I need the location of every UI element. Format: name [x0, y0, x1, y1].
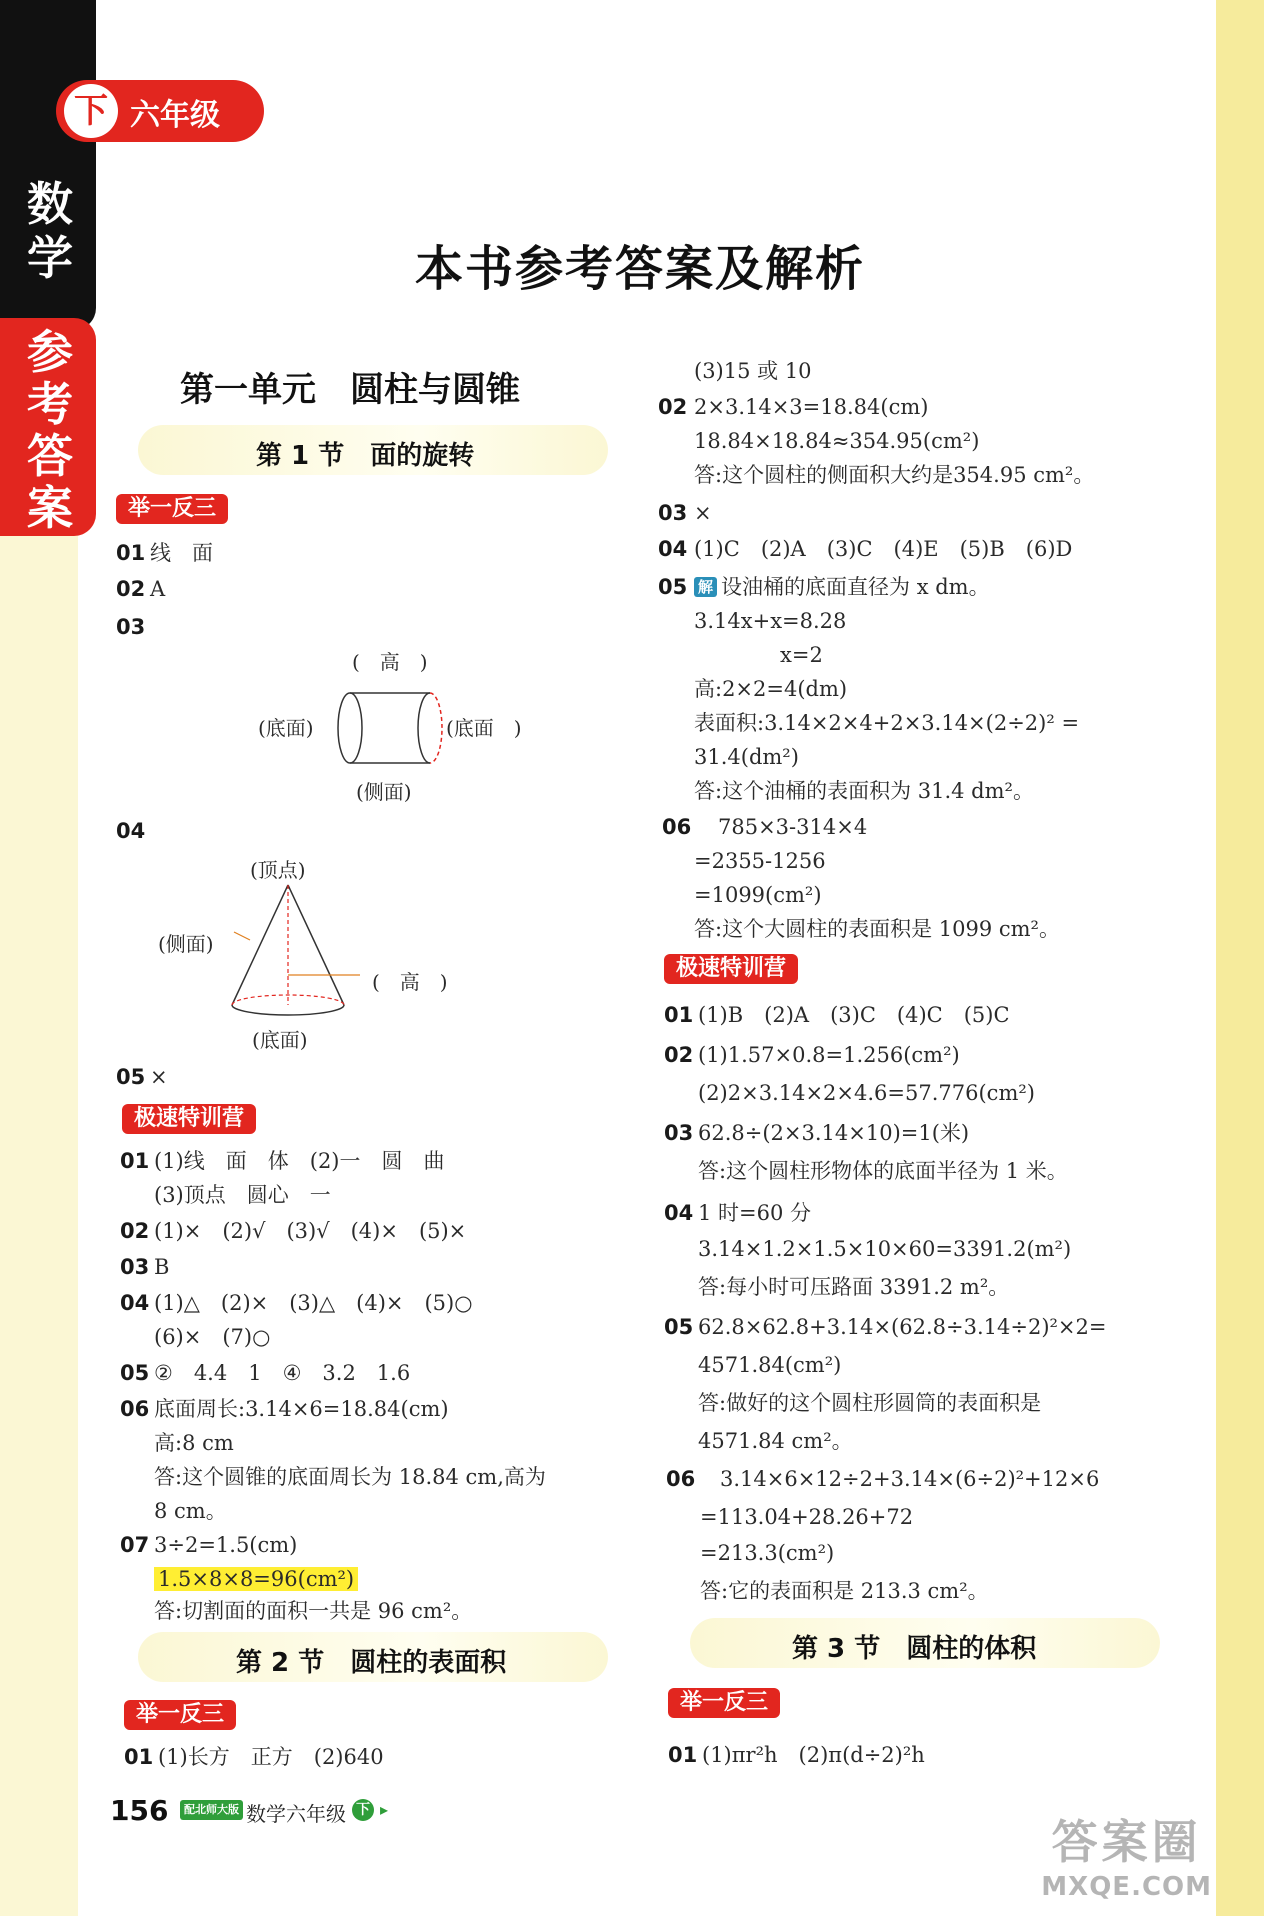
cylinder-label-base-right: (底面 ): [446, 716, 522, 740]
question-number: 02: [658, 395, 688, 419]
answer-text: 4571.84(cm²): [698, 1353, 842, 1377]
question-number: 07: [120, 1533, 150, 1557]
edition-badge: 配北师大版: [180, 1800, 243, 1820]
grade-label: 六年级: [130, 98, 220, 133]
answer-text: (1)× (2)√ (3)√ (4)× (5)×: [154, 1219, 467, 1243]
question-number: 01: [120, 1149, 150, 1173]
cylinder-diagram: [330, 678, 450, 778]
question-number: 06: [120, 1397, 150, 1421]
cone-base-front: [232, 1005, 344, 1015]
cone-label-side: (侧面): [158, 932, 214, 956]
page-number: 156: [110, 1794, 169, 1827]
answer-text: 答:这个圆柱的侧面积大约是354.95 cm²。: [694, 463, 1095, 487]
answer-text: =2355-1256: [694, 849, 826, 873]
answer-text: 1 时=60 分: [698, 1201, 812, 1225]
question-number: 01: [664, 1003, 694, 1027]
answer-text: 8 cm。: [154, 1499, 227, 1523]
answer-text: 底面周长:3.14×6=18.84(cm): [154, 1397, 449, 1421]
answer-text: 答:这个油桶的表面积为 31.4 dm²。: [694, 779, 1034, 803]
highlight-text: 1.5×8×8=96(cm²): [154, 1567, 358, 1591]
answer-text: (2)2×3.14×2×4.6=57.776(cm²): [698, 1081, 1035, 1105]
answer-text: (6)× (7)○: [154, 1325, 271, 1349]
answer-text: 答:它的表面积是 213.3 cm²。: [700, 1579, 989, 1603]
question-number: 05: [116, 1065, 146, 1089]
cylinder-label-height: ( 高 ): [352, 650, 428, 674]
answer-text: ×: [694, 501, 712, 525]
grade-volume-badge: 下: [64, 84, 118, 138]
question-number: 01: [668, 1743, 698, 1767]
page-edge-strip: [1216, 0, 1264, 1916]
answer-text: ×: [150, 1065, 168, 1089]
question-number: 03: [664, 1121, 694, 1145]
answer-text: 表面积:3.14×2×4+2×3.14×(2÷2)² =: [694, 711, 1080, 735]
section-title: 第 2 节 圆柱的表面积: [236, 1648, 507, 1678]
answer-text: 3.14×1.2×1.5×10×60=3391.2(m²): [698, 1237, 1072, 1261]
answer-text: 答:做好的这个圆柱形圆筒的表面积是: [698, 1391, 1042, 1415]
section-tag: 举一反三: [668, 1688, 780, 1718]
volume-badge: 下: [352, 1799, 374, 1821]
answer-text: 785×3-314×4: [718, 815, 868, 839]
watermark: [1041, 1806, 1212, 1902]
answer-text: [694, 574, 990, 600]
answer-text: 设油桶的底面直径为 x dm。: [721, 575, 990, 599]
book-name: 数学六年级: [246, 1802, 346, 1826]
answer-text: 4571.84 cm²。: [698, 1429, 853, 1453]
question-number: 03: [116, 615, 146, 639]
answer-text: 答:切割面的面积一共是 96 cm²。: [154, 1599, 473, 1623]
unit-title: 第一单元 圆柱与圆锥: [180, 370, 520, 410]
section-title: 第 1 节 面的旋转: [256, 441, 475, 471]
cylinder-label-base-left: (底面): [258, 716, 314, 740]
answer-text: 高:8 cm: [154, 1431, 234, 1455]
cone-side-pointer: [234, 932, 250, 940]
cylinder-right-base-hidden: [430, 693, 442, 763]
question-number: 02: [116, 577, 146, 601]
subject-char-1: 数: [27, 177, 73, 231]
question-number: 01: [116, 541, 146, 565]
question-number: 04: [116, 819, 146, 843]
question-number: 04: [664, 1201, 694, 1225]
section-tag: 极速特训营: [122, 1104, 256, 1134]
answer-char-2: 考: [27, 377, 73, 431]
cylinder-right-base: [418, 693, 430, 763]
answer-text: 答:这个大圆柱的表面积是 1099 cm²。: [694, 917, 1060, 941]
answer-text: (1)长方 正方 (2)640: [158, 1745, 384, 1769]
watermark-logo: 答案圈: [1051, 1815, 1202, 1869]
solution-badge: 解: [694, 577, 717, 597]
question-number: 03: [658, 501, 688, 525]
cone-right-edge: [288, 885, 344, 1005]
page-title: 本书参考答案及解析: [414, 241, 865, 297]
answer-text: (1)1.57×0.8=1.256(cm²): [698, 1043, 960, 1067]
section-tag: 举一反三: [116, 494, 228, 524]
answer-text: 答:这个圆锥的底面周长为 18.84 cm,高为: [154, 1465, 546, 1489]
answer-char-1: 参: [27, 325, 73, 379]
question-number: 03: [120, 1255, 150, 1279]
answer-text: B: [154, 1255, 170, 1279]
answer-text: 答:每小时可压路面 3391.2 m²。: [698, 1275, 1010, 1299]
question-number: 04: [120, 1291, 150, 1315]
cylinder-label-side: (侧面): [356, 780, 412, 804]
answer-text: 3÷2=1.5(cm): [154, 1533, 298, 1557]
section-title: 第 3 节 圆柱的体积: [792, 1634, 1037, 1664]
answer-text: (1)线 面 体 (2)一 圆 曲: [154, 1149, 445, 1173]
answer-text: A: [150, 577, 166, 601]
arrow-icon: ▸: [380, 1800, 389, 1819]
answer-text: 62.8×62.8+3.14×(62.8÷3.14÷2)²×2=: [698, 1315, 1107, 1339]
question-number: 05: [658, 575, 688, 599]
answer-text: 31.4(dm²): [694, 745, 799, 769]
answer-text: 62.8÷(2×3.14×10)=1(米): [698, 1121, 970, 1145]
cone-diagram: [220, 880, 380, 1020]
question-number: 06: [666, 1467, 696, 1491]
answer-text: 高:2×2=4(dm): [694, 677, 848, 701]
question-number: 06: [662, 815, 692, 839]
answer-text: (1)C (2)A (3)C (4)E (5)B (6)D: [694, 537, 1073, 561]
answer-char-3: 答: [27, 429, 73, 483]
answer-text: (3)顶点 圆心 一: [154, 1183, 331, 1207]
answer-text: ② 4.4 1 ④ 3.2 1.6: [154, 1361, 411, 1385]
answer-text: =113.04+28.26+72: [700, 1505, 914, 1529]
cone-label-height: ( 高 ): [372, 970, 448, 994]
cone-label-vertex: (顶点): [250, 858, 306, 882]
answer-text: =1099(cm²): [694, 883, 822, 907]
answer-text: 3.14x+x=8.28: [694, 609, 847, 633]
answer-text: 答:这个圆柱形物体的底面半径为 1 米。: [698, 1159, 1068, 1183]
section-tag: 举一反三: [124, 1700, 236, 1730]
answer-text: x=2: [780, 643, 823, 667]
answer-text: 线 面: [150, 541, 213, 565]
question-number: 01: [124, 1745, 154, 1769]
answer-text: (1)B (2)A (3)C (4)C (5)C: [698, 1003, 1010, 1027]
subject-char-2: 学: [27, 231, 73, 285]
question-number: 02: [120, 1219, 150, 1243]
cone-label-base: (底面): [252, 1028, 308, 1052]
answer-text: 2×3.14×3=18.84(cm): [694, 395, 929, 419]
question-number: 04: [658, 537, 688, 561]
answer-text: (3)15 或 10: [694, 359, 812, 383]
cylinder-left-base: [338, 693, 362, 763]
watermark-url: MXQE.COM: [1041, 1872, 1212, 1902]
highlighted-line: [154, 1566, 358, 1592]
question-number: 02: [664, 1043, 694, 1067]
answer-text: 3.14×6×12÷2+3.14×(6÷2)²+12×6: [720, 1467, 1100, 1491]
question-number: 05: [120, 1361, 150, 1385]
answer-text: 18.84×18.84≈354.95(cm²): [694, 429, 980, 453]
answer-char-4: 案: [27, 481, 73, 535]
answer-text: =213.3(cm²): [700, 1541, 835, 1565]
answer-text: (1)△ (2)× (3)△ (4)× (5)○: [154, 1291, 473, 1315]
question-number: 05: [664, 1315, 694, 1339]
answer-text: (1)πr²h (2)π(d÷2)²h: [702, 1743, 925, 1767]
cone-left-edge: [232, 885, 288, 1005]
section-tag: 极速特训营: [664, 954, 798, 984]
